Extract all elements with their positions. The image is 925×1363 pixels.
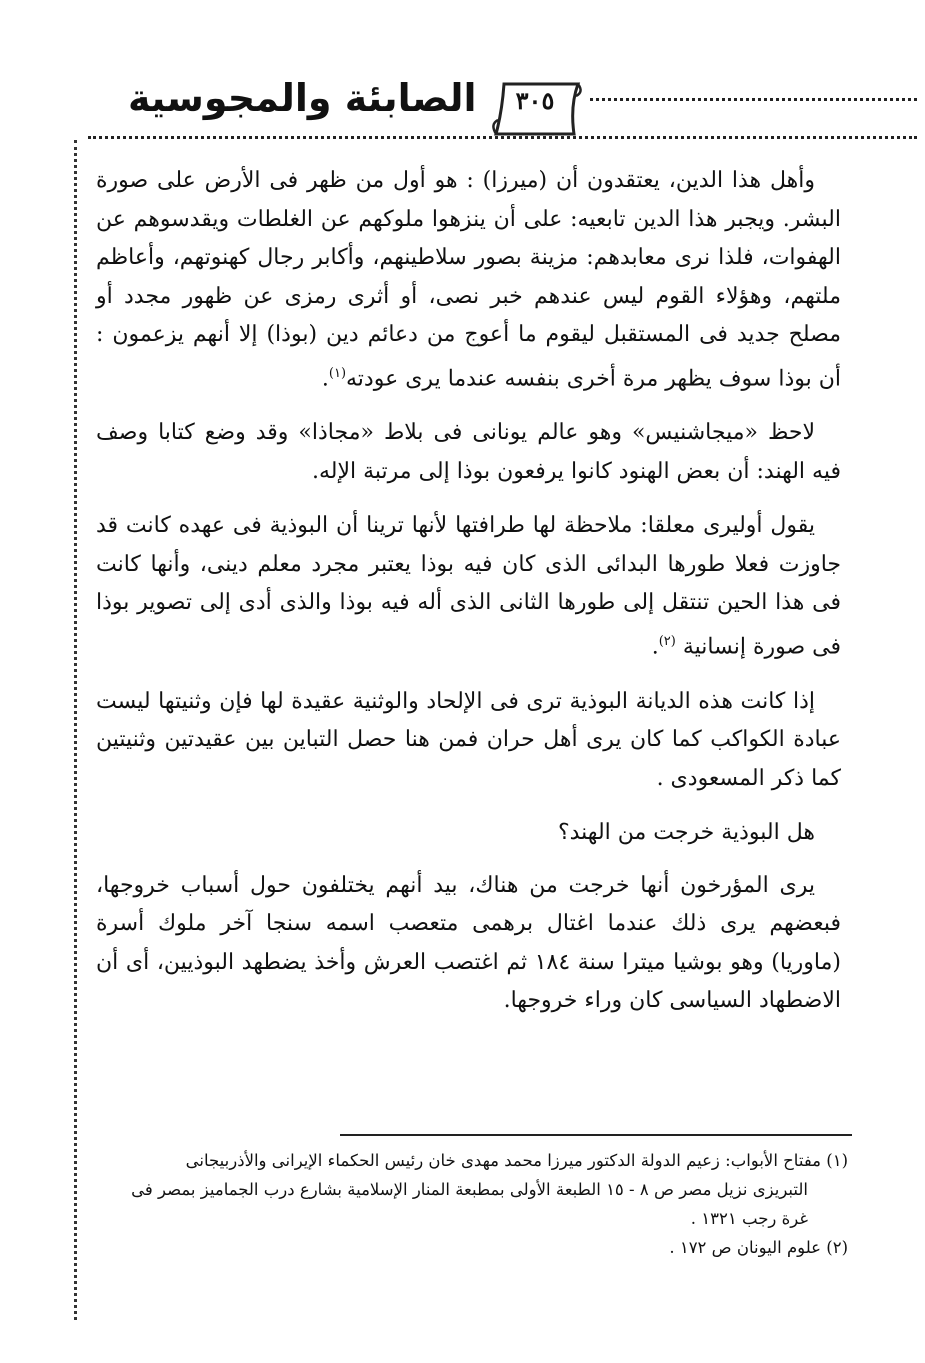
footnote-ref-2: (٢) (658, 633, 676, 649)
paragraph-5: يرى المؤرخون أنها خرجت من هناك، بيد أنهم يختلفون حول أسباب خروجها، فبعضهم يرى ذلك عندما اغتال برهمى متعصب اسمه سنجا آخر ملوك أسرة (ماوريا) وهو بوشيا ميترا سنة ١٨٤ ثم اغتصب العرش وأخذ يضطهد البوذيين، أى أن الاضطهاد السياسى كان وراء خروجها. (96, 872, 841, 1014)
paragraph-3-text: يقول أوليرى معلقا: ملاحظة لها طرافتها لأنها ترينا أن البوذية فى عهده كانت قد جاوزت فعلا طورها البدائى الذى كان فيه بوذا يعتبر مجرد معلم دينى، وأنها كانت فى هذا الحين تنتقل إلى طورها الثانى الذى أله فيه بوذا والذى أدى إلى تصوير بوذا فى صورة إنسانية (96, 513, 841, 660)
paragraph-1: وأهل هذا الدين، يعتقدون أن (ميرزا) : هو أول من ظهر فى الأرض على صورة البشر. ويجبر هذا الدين تابعيه: على أن ينزهوا ملوكهم عن الغلطات ويقدسوهم عن الهفوات، فلذا نرى معابدهم: مزينة بصور سلاطينهم، وأكابر رجال كهنوتهم، وأعاظم ملتهم، وهؤلاء القوم ليس عندهم خبر نصى، أو أثرى رمزى عن ظهور مجدد أو مصلح جديد فى المستقبل ليقوم ما أعوج من دعائم دين (بوذا) إلا أنهم يزعمون : أن بوذا سوف يظهر مرة أخرى بنفسه عندما يرى عودته$^{(١)}$. (96, 168, 841, 391)
header-dotted-rule-right (590, 98, 917, 101)
paragraph-1-text: وأهل هذا الدين، يعتقدون أن (ميرزا) : هو أول من ظهر فى الأرض على صورة البشر. ويجبر هذا الدين تابعيه: على أن ينزهوا ملوكهم عن الغلطات ويقدسوهم عن الهفوات، فلذا نرى معابدهم: مزينة بصور سلاطينهم، وأكابر رجال كهنوتهم، وأعاظم ملتهم، وهؤلاء القوم ليس عندهم خبر نصى، أو أثرى رمزى عن ظهور مجدد أو مصلح جديد فى المستقبل ليقوم ما أعوج من دعائم دين (بوذا) إلا أنهم يزعمون : أن بوذا سوف يظهر مرة أخرى بنفسه عندما يرى عودته (96, 168, 841, 391)
footnote-1-line-2: التبريزى نزيل مصر ص ٨ - ١٥ الطبعة الأولى بمطبعة المنار الإسلامية بشارع درب الجماميز بمصر فى (131, 1180, 808, 1199)
footnotes (96, 1146, 848, 1262)
footnote-1-line-1: (١) مفتاح الأبواب: زعيم الدولة الدكتور ميرزا محمد مهدى خان رئيس الحكماء الإيرانى والأذربيجانى (185, 1151, 848, 1170)
left-dotted-border (74, 140, 77, 1320)
footnote-1-line-3: غرة رجب ١٣٢١ . (690, 1209, 808, 1228)
footnote-ref-1: (١) (328, 365, 347, 381)
footnote-2: (٢) علوم اليونان ص ١٧٢ . (669, 1238, 848, 1257)
section-question: هل البوذية خرجت من الهند؟ (557, 820, 815, 846)
paragraph-3: يقول أوليرى معلقا: ملاحظة لها طرافتها لأنها ترينا أن البوذية فى عهده كانت قد جاوزت فعلا طورها البدائى الذى كان فيه بوذا يعتبر مجرد معلم دينى، وأنها كانت فى هذا الحين تنتقل إلى طورها الثانى الذى أله فيه بوذا والذى أدى إلى تصوير بوذا فى صورة إنسانية $^{(٢)}$. (96, 513, 841, 660)
footnote-rule (340, 1134, 852, 1136)
page-number: ٣٠٥ (515, 86, 555, 115)
running-head-title: الصابئة والمجوسية (128, 76, 477, 120)
paragraph-2: لاحظ «ميجاشنيس» وهو عالم يونانى فى بلاط «مجاذا» وقد وضع كتابا وصف فيه الهند: أن بعض الهنود كانوا يرفعون بوذا إلى مرتبة الإله. (96, 420, 841, 484)
paragraph-4: إذا كانت هذه الديانة البوذية ترى فى الإلحاد والوثنية عقيدة لها فإن وثنيتها ليست عبادة الكواكب كما كان يرى أهل حران فمن هنا حصل التباين بين عقيدتين وثنيتين كما ذكر المسعودى . (96, 688, 841, 791)
body-text (96, 162, 841, 1037)
